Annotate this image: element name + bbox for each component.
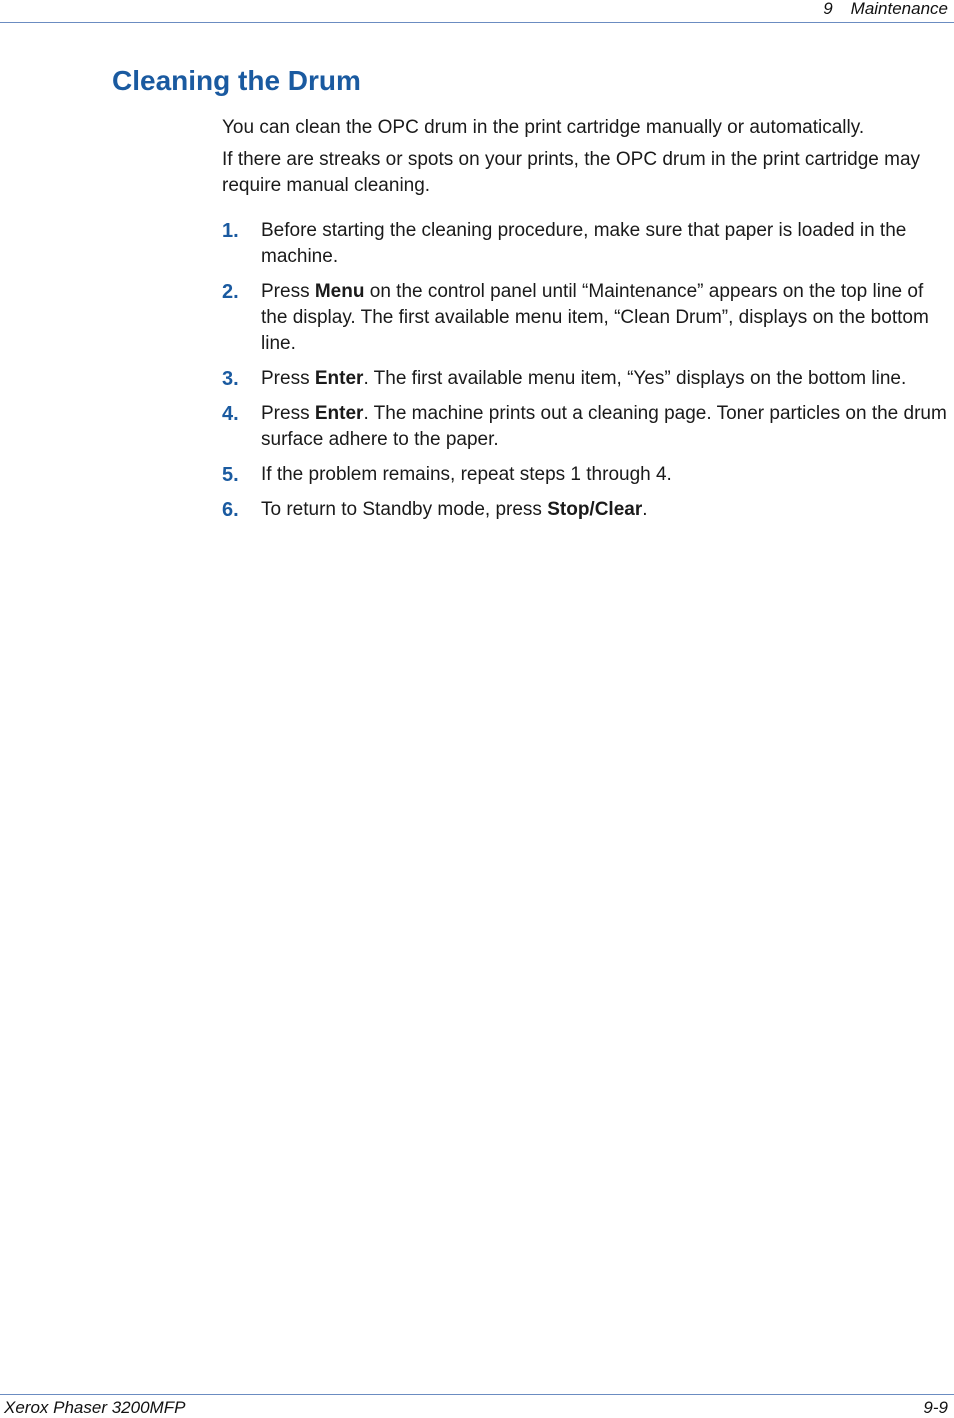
header-divider: [0, 22, 954, 23]
step-item: [222, 218, 952, 270]
step-item: [222, 497, 952, 523]
step-number: 5.: [222, 464, 239, 486]
step-text: Press: [261, 368, 315, 389]
step-item: [222, 462, 952, 488]
step-text: If the problem remains, repeat steps 1 through 4.: [261, 464, 672, 485]
step-text: . The first available menu item, “Yes” displays on the bottom line.: [363, 368, 907, 389]
step-number: 3.: [222, 368, 239, 390]
footer-page-number: 9-9: [923, 1398, 948, 1417]
intro-paragraph-1: You can clean the OPC drum in the print cartridge manually or automatically.: [222, 117, 865, 138]
step-key-name: Enter: [314, 368, 364, 389]
step-number: 2.: [222, 281, 239, 303]
step-number: 6.: [222, 499, 239, 521]
step-item: [222, 401, 952, 453]
step-text: Press: [261, 403, 315, 424]
step-item: [222, 366, 952, 392]
step-number: 1.: [222, 220, 239, 242]
intro-paragraph-2: If there are streaks or spots on your prints, the OPC drum in the print cartridge may require manual cleaning.: [222, 149, 921, 196]
section-title: Cleaning the Drum: [112, 65, 361, 96]
step-text: Before starting the cleaning procedure, make sure that paper is loaded in the machine.: [261, 220, 907, 267]
step-text: To return to Standby mode, press: [261, 499, 548, 520]
step-item: [222, 279, 952, 357]
chapter-title: Maintenance: [850, 0, 948, 18]
page-header: [823, 0, 948, 17]
step-key-name: Menu: [314, 281, 365, 302]
footer-product-name: Xerox Phaser 3200MFP: [4, 1398, 186, 1417]
step-key-name: Enter: [314, 403, 364, 424]
step-number: 4.: [222, 403, 239, 425]
step-text: Press: [261, 281, 315, 302]
step-text: on the control panel until “Maintenance” appears on the top line of the display. The first available menu item, “Clean Drum”, displays on the bottom line.: [261, 281, 929, 354]
step-text: .: [642, 499, 648, 520]
footer-divider: [0, 1394, 954, 1395]
step-text: . The machine prints out a cleaning page. Toner particles on the drum surface adhere to the paper.: [261, 403, 947, 450]
step-key-name: Stop/Clear: [547, 499, 643, 520]
chapter-number: 9: [823, 0, 833, 18]
steps-list: [222, 218, 952, 532]
